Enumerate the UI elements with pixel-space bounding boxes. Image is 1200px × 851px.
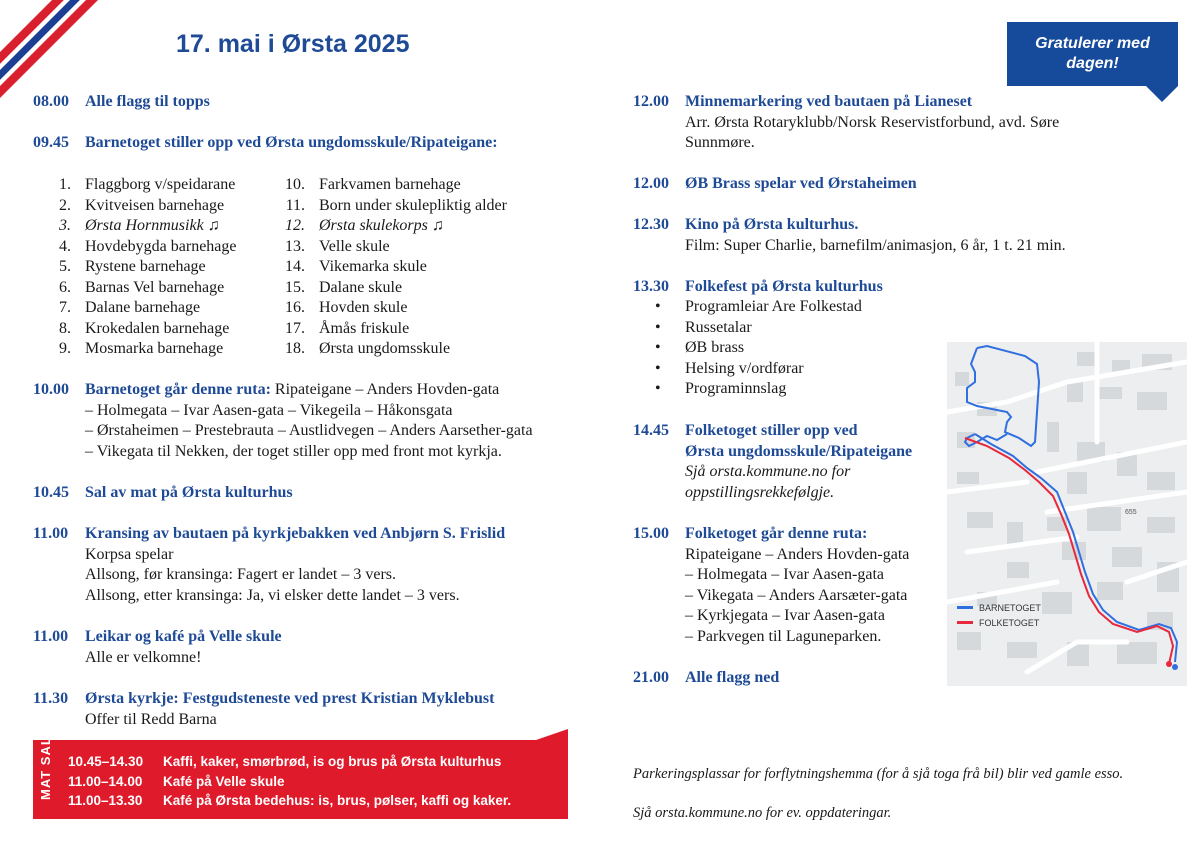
program-item-1100-leikar bbox=[33, 627, 282, 668]
item-text: – Kyrkjegata – Ivar Aasen-gata bbox=[685, 607, 885, 624]
list-item: 16. Hovden skule bbox=[285, 299, 408, 316]
item-time: 12.00 bbox=[633, 175, 669, 192]
matsal-notch bbox=[536, 729, 568, 740]
item-heading: Alle flagg til topps bbox=[85, 93, 210, 110]
item-heading: Folkefest på Ørsta kulturhus bbox=[685, 278, 883, 295]
item-text: Alle er velkomne! bbox=[85, 648, 202, 666]
route-end-marker-icon bbox=[1166, 661, 1172, 667]
list-item: • Programinnslag bbox=[655, 380, 787, 397]
program-item-1045 bbox=[33, 483, 293, 504]
item-text: oppstillingsrekkefølgje. bbox=[685, 483, 835, 501]
list-item: 9. Mosmarka barnehage bbox=[59, 340, 224, 357]
item-time: 11.00 bbox=[33, 525, 69, 542]
item-heading: Folketoget går denne ruta: bbox=[685, 525, 868, 542]
list-item: 13. Velle skule bbox=[285, 237, 390, 255]
list-item: 8. Krokedalen barnehage bbox=[59, 319, 230, 337]
list-item: 18. Ørsta ungdomsskule bbox=[285, 340, 451, 357]
parade-order-list-a bbox=[46, 175, 237, 360]
list-item: 11. Born under skulepliktig alder bbox=[285, 196, 507, 214]
list-item: 3. Ørsta Hornmusikk ♫ bbox=[59, 217, 220, 234]
item-time: 13.30 bbox=[633, 278, 669, 295]
matsal-label: MAT SAL bbox=[38, 736, 53, 800]
list-item: 1. Flaggborg v/speidarane bbox=[59, 176, 236, 193]
item-heading: Ørsta kyrkje: Festgudsteneste ved prest Kristian Myklebust bbox=[85, 690, 495, 707]
program-item-1130 bbox=[33, 689, 494, 730]
item-text: – Vikegata til Nekken, der toget stiller opp med front mot kyrkja. bbox=[85, 442, 502, 460]
list-item: • ØB brass bbox=[655, 339, 745, 356]
item-time: 08.00 bbox=[33, 93, 69, 110]
matsal-row: 11.00–13.30 Kafé på Ørsta bedehus: is, brus, pølser, kaffi og kaker. bbox=[68, 793, 512, 808]
congrats-banner: Gratulerer med dagen! bbox=[1007, 22, 1178, 86]
item-text: – Vikegata – Anders Aarsæter-gata bbox=[685, 586, 908, 604]
program-item-1230 bbox=[633, 215, 1066, 256]
item-heading: Minnemarkering ved bautaen på Lianeset bbox=[685, 93, 973, 110]
list-item: 12. Ørsta skulekorps ♫ bbox=[285, 217, 444, 234]
route-map bbox=[947, 342, 1187, 686]
program-item-1100-kransing bbox=[33, 524, 505, 606]
item-heading: Ørsta ungdomsskule/Ripateigane bbox=[685, 442, 913, 460]
list-item: 6. Barnas Vel barnehage bbox=[59, 278, 225, 296]
item-heading: Barnetoget stiller opp ved Ørsta ungdomsskule/Ripateigane: bbox=[85, 134, 498, 151]
item-time: 15.00 bbox=[633, 525, 669, 542]
item-heading: Kino på Ørsta kulturhus. bbox=[685, 216, 859, 233]
item-time: 12.30 bbox=[633, 216, 669, 233]
item-text: Korpsa spelar bbox=[85, 545, 174, 563]
program-item-1330 bbox=[633, 277, 883, 298]
list-item: 5. Rystene barnehage bbox=[59, 258, 206, 275]
item-text: Film: Super Charlie, barnefilm/animasjon, 6 år, 1 t. 21 min. bbox=[685, 236, 1066, 254]
item-heading: ØB Brass spelar ved Ørstaheimen bbox=[685, 175, 917, 192]
congrats-banner-tail bbox=[1146, 86, 1178, 102]
program-item-1200-brass bbox=[633, 174, 917, 195]
list-item: 17. Åmås friskule bbox=[285, 319, 410, 337]
item-time: 12.00 bbox=[633, 93, 669, 110]
list-item: 7. Dalane barnehage bbox=[59, 299, 201, 316]
route-map-image bbox=[947, 342, 1187, 686]
road-number-label: 655 bbox=[1125, 509, 1137, 516]
map-legend bbox=[957, 600, 1041, 630]
item-text: – Holmegata – Ivar Aasen-gata – Vikegeila – Håkonsgata bbox=[85, 401, 453, 419]
program-item-0800 bbox=[33, 92, 210, 113]
matsal-row: 10.45–14.30 Kaffi, kaker, smørbrød, is og brus på Ørsta kulturhus bbox=[68, 754, 502, 769]
item-heading: Alle flagg ned bbox=[685, 669, 780, 686]
item-time: 09.45 bbox=[33, 134, 69, 151]
item-text: Arr. Ørsta Rotaryklubb/Norsk Reservistforbund, avd. Søre bbox=[685, 113, 1060, 131]
item-text: Ripateigane – Anders Hovden-gata bbox=[685, 545, 910, 563]
item-time: 11.00 bbox=[33, 628, 69, 645]
legend-swatch-blue bbox=[957, 606, 973, 609]
program-item-1200-minnemarkering bbox=[633, 92, 1059, 154]
folkefest-bullet-list bbox=[655, 297, 862, 400]
list-item: 4. Hovdebygda barnehage bbox=[59, 237, 237, 255]
parade-order-list-b bbox=[280, 175, 507, 360]
item-time: 10.45 bbox=[33, 484, 69, 501]
item-text: – Holmegata – Ivar Aasen-gata bbox=[685, 566, 885, 583]
footnote-updates: Sjå orsta.kommune.no for ev. oppdateringar. bbox=[633, 805, 892, 821]
item-text: Allsong, før kransinga: Fagert er landet – 3 vers. bbox=[85, 566, 397, 583]
list-item: 2. Kvitveisen barnehage bbox=[59, 196, 225, 214]
item-time: 10.00 bbox=[33, 381, 69, 398]
item-text: Ripateigane – Anders Hovden-gata bbox=[270, 381, 500, 398]
item-time: 14.45 bbox=[633, 422, 669, 439]
item-heading: Barnetoget går denne ruta: bbox=[85, 381, 271, 398]
page-title: 17. mai i Ørsta 2025 bbox=[176, 30, 410, 58]
program-item-2100 bbox=[633, 668, 779, 689]
program-item-1445 bbox=[633, 421, 912, 503]
item-heading: Sal av mat på Ørsta kulturhus bbox=[85, 484, 293, 501]
item-text: Sjå orsta.kommune.no for bbox=[685, 463, 851, 480]
legend-swatch-red bbox=[957, 621, 973, 624]
list-item: • Programleiar Are Folkestad bbox=[655, 298, 862, 315]
item-heading: Kransing av bautaen på kyrkjebakken ved Anbjørn S. Frislid bbox=[85, 525, 506, 542]
matsal-box bbox=[33, 736, 568, 819]
matsal-row: 11.00–14.00 Kafé på Velle skule bbox=[68, 773, 285, 789]
item-time: 21.00 bbox=[633, 669, 669, 686]
item-text: Sunnmøre. bbox=[685, 134, 755, 151]
list-item: • Russetalar bbox=[655, 318, 752, 336]
program-item-1000 bbox=[33, 380, 533, 462]
program-item-1500 bbox=[633, 524, 909, 647]
item-text: – Parkvegen til Laguneparken. bbox=[685, 627, 882, 645]
list-item: 14. Vikemarka skule bbox=[285, 258, 427, 275]
item-text: Allsong, etter kransinga: Ja, vi elsker dette landet – 3 vers. bbox=[85, 586, 460, 604]
route-end-marker-icon bbox=[1172, 664, 1178, 670]
list-item: • Helsing v/ordførar bbox=[655, 359, 804, 377]
list-item: 15. Dalane skule bbox=[285, 278, 403, 296]
item-heading: Leikar og kafé på Velle skule bbox=[85, 628, 282, 645]
item-text: Offer til Redd Barna bbox=[85, 710, 217, 728]
item-time: 11.30 bbox=[33, 690, 69, 707]
footnote-parking: Parkeringsplassar for forflytningshemma (for å sjå toga frå bil) blir ved gamle esso. bbox=[633, 766, 1124, 782]
legend-item: BARNETOGET bbox=[957, 600, 1041, 615]
item-text: – Ørstaheimen – Prestebrauta – Austlidvegen – Anders Aarsether-gata bbox=[85, 422, 533, 439]
item-heading: Folketoget stiller opp ved bbox=[685, 422, 858, 439]
legend-item: FOLKETOGET bbox=[957, 615, 1041, 630]
list-item: 10. Farkvamen barnehage bbox=[285, 176, 461, 193]
program-item-0945 bbox=[33, 133, 498, 154]
